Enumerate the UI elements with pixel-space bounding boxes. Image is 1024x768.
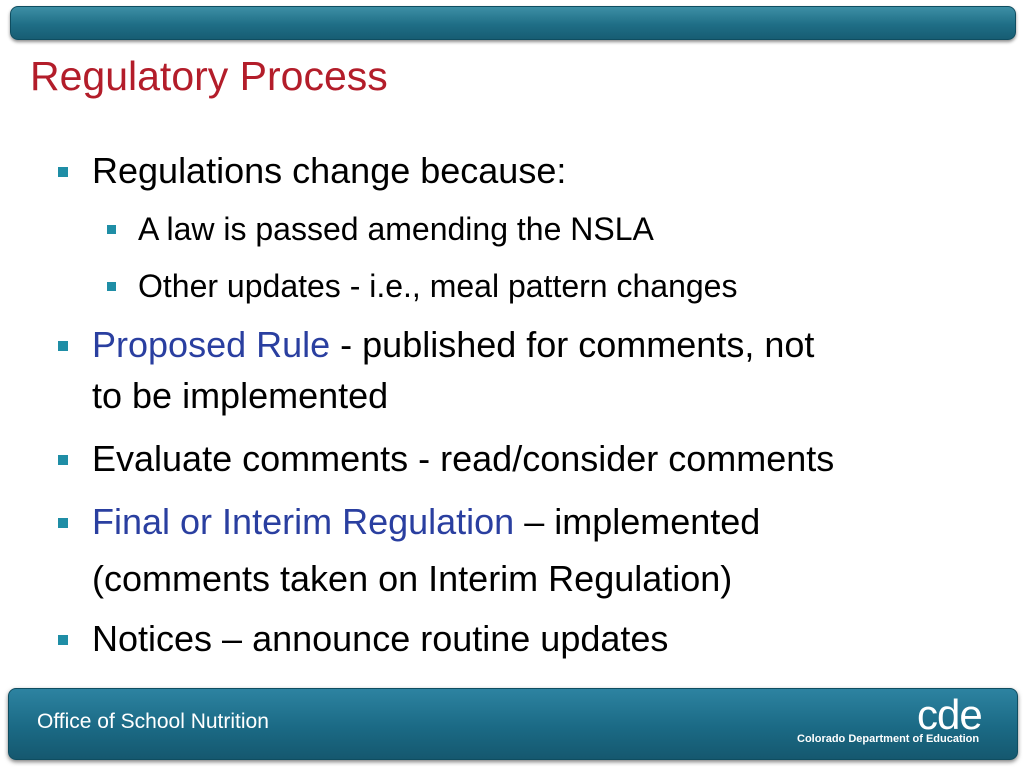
highlight-term: Final or Interim Regulation	[92, 501, 515, 542]
sub-bullet-item	[138, 209, 654, 249]
bullet-item	[92, 148, 566, 194]
slide-title: Regulatory Process	[30, 53, 388, 99]
bullet-text: to be implemented	[92, 375, 389, 416]
sub-bullet-item	[138, 266, 737, 306]
square-bullet-icon	[58, 455, 68, 465]
bullet-continuation	[92, 373, 388, 419]
footer-org-name: Office of School Nutrition	[37, 710, 269, 733]
square-bullet-icon	[107, 282, 116, 291]
bullet-continuation	[92, 556, 732, 602]
bullet-item	[92, 616, 668, 662]
bullet-text: A law is passed amending the NSLA	[138, 211, 654, 247]
bullet-text: Regulations change because:	[92, 150, 567, 191]
square-bullet-icon	[58, 635, 68, 645]
bullet-text: (comments taken on Interim Regulation)	[92, 558, 733, 599]
bullet-text: Evaluate comments - read/consider comments	[92, 438, 835, 479]
logo-caption: Colorado Department of Education	[797, 733, 980, 745]
cde-logo-icon: cde	[917, 691, 982, 738]
square-bullet-icon	[107, 225, 116, 234]
footer-bar	[8, 688, 1018, 760]
bullet-text: Other updates - i.e., meal pattern changes	[138, 268, 738, 304]
bullet-item	[92, 436, 834, 482]
bullet-item	[92, 499, 760, 545]
bullet-text: Notices – announce routine updates	[92, 618, 669, 659]
square-bullet-icon	[58, 518, 68, 528]
bullet-text: - published for comments, not	[330, 324, 815, 365]
square-bullet-icon	[58, 341, 68, 351]
bullet-text: – implemented	[514, 501, 761, 542]
square-bullet-icon	[58, 167, 68, 177]
bullet-item	[92, 322, 814, 368]
highlight-term: Proposed Rule	[92, 324, 331, 365]
